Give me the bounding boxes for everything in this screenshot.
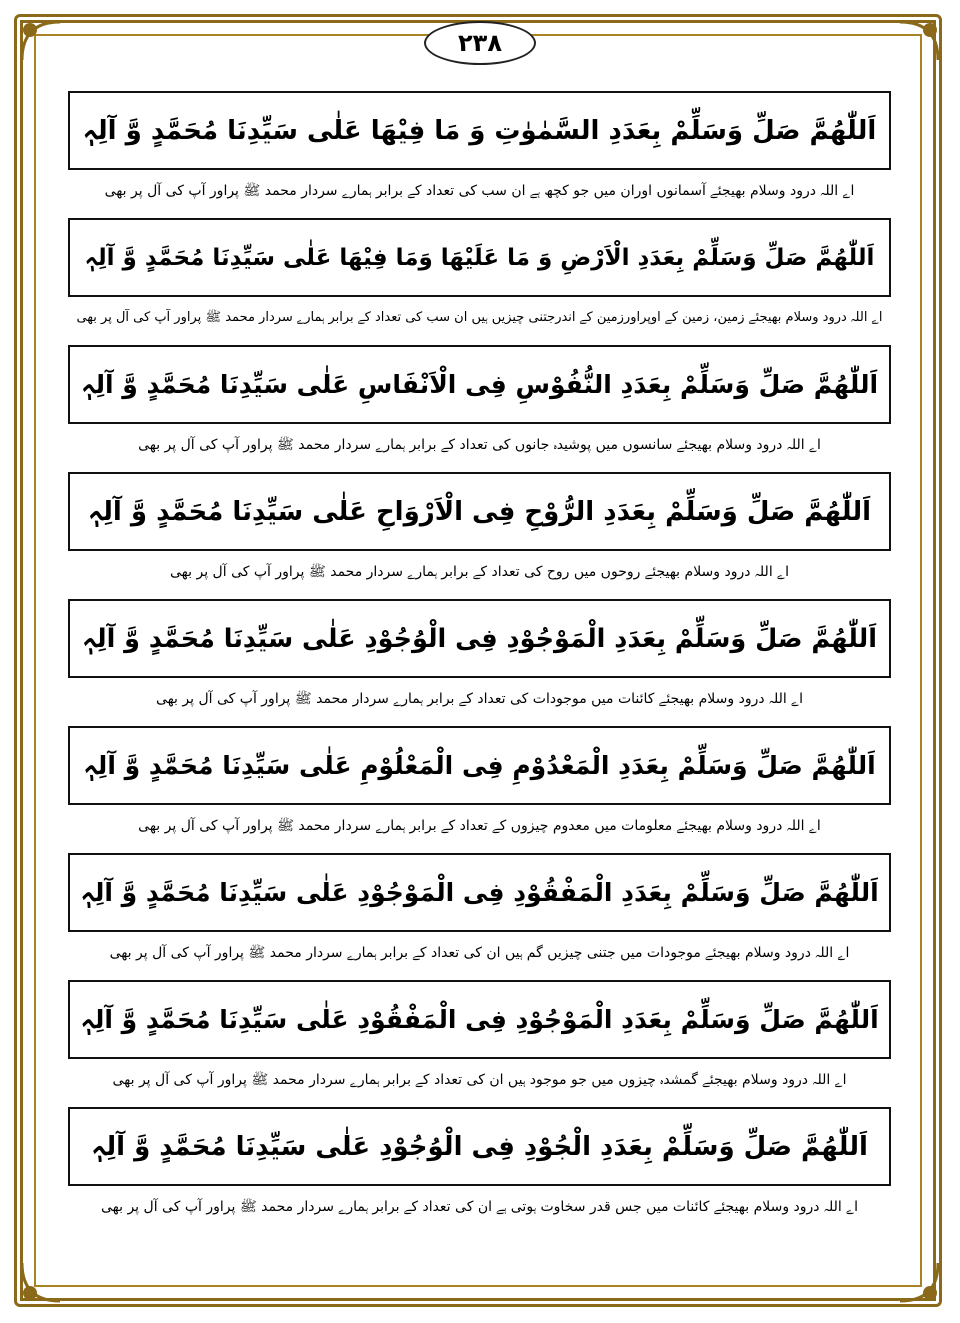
urdu-translation: اے اللہ درود وسلام بھیجئے موجودات میں جتنی چیزیں گم ہیں ان کی تعداد کے برابر ہمارے سردار محمد ﷺ پراور آپ کی آل پر بھی bbox=[109, 945, 850, 961]
urdu-translation: اے اللہ درود وسلام بھیجئے کائنات میں موجودات کی تعداد کے برابر ہمارے سردار محمد ﷺ پراور آپ کی آل پر بھی bbox=[155, 691, 804, 707]
durood-section bbox=[68, 472, 891, 587]
arabic-verse: اَللّٰھُمَّ صَلِّ وَسَلِّمْ بِعَدَدِ الْمَفْقُوْدِ فِی الْمَوْجُوْدِ عَلٰی سَیِّدِنَا مُحَمَّدٍ وَّ آلِہٖ bbox=[68, 853, 891, 932]
arabic-verse: اَللّٰھُمَّ صَلِّ وَسَلِّمْ بِعَدَدِ الرُّوْحِ فِی الْاَرْوَاحِ عَلٰی سَیِّدِنَا مُحَمَّدٍ وَّ آلِہٖ bbox=[68, 472, 891, 551]
arabic-verse: اَللّٰھُمَّ صَلِّ وَسَلِّمْ بِعَدَدِ النُّفُوْسِ فِی الْاَنْفَاسِ عَلٰی سَیِّدِنَا مُحَمَّدٍ وَّ آلِہٖ bbox=[68, 345, 891, 424]
durood-section bbox=[68, 345, 891, 460]
durood-section bbox=[68, 980, 891, 1095]
page-number: ۲۳۸ bbox=[424, 21, 536, 65]
urdu-translation: اے اللہ درود وسلام بھیجئے سانسوں میں پوشیدہ جانوں کی تعداد کے برابر ہمارے سردار محمد ﷺ پراور آپ کی آل پر بھی bbox=[138, 437, 821, 453]
urdu-translation: اے اللہ درود وسلام بھیجئے زمین، زمین کے اوپراورزمین کے اندرجتنی چیزیں ہیں ان سب کی تعداد کے برابر ہمارے سردار محمد ﷺ پراور آپ کی آل پر بھی bbox=[76, 310, 883, 325]
durood-section bbox=[68, 1107, 891, 1222]
durood-section bbox=[68, 91, 891, 206]
urdu-translation: اے اللہ درود وسلام بھیجئے کائنات میں جس قدر سخاوت ہوتی ہے ان کی تعداد کے برابر ہمارے سردار محمد ﷺ پراور آپ کی آل پر بھی bbox=[100, 1199, 859, 1215]
durood-section bbox=[68, 599, 891, 714]
urdu-translation: اے اللہ درود وسلام بھیجئے گمشدہ چیزوں میں جو موجود ہیں ان کی تعداد کے برابر ہمارے سردار محمد ﷺ پراور آپ کی آل پر بھی bbox=[112, 1072, 847, 1088]
durood-section bbox=[68, 218, 891, 333]
arabic-verse: اَللّٰھُمَّ صَلِّ وَسَلِّمْ بِعَدَدِ الْاَرْضِ وَ مَا عَلَیْھَا وَمَا فِیْھَا عَلٰی سَیِّدِنَا مُحَمَّدٍ وَّ آلِہٖ bbox=[68, 218, 891, 297]
arabic-verse: اَللّٰھُمَّ صَلِّ وَسَلِّمْ بِعَدَدِ الْمَوْجُوْدِ فِی الْمَفْقُوْدِ عَلٰی سَیِّدِنَا مُحَمَّدٍ وَّ آلِہٖ bbox=[68, 980, 891, 1059]
durood-section bbox=[68, 853, 891, 968]
arabic-verse: اَللّٰھُمَّ صَلِّ وَسَلِّمْ بِعَدَدِ الْجُوْدِ فِی الْوُجُوْدِ عَلٰی سَیِّدِنَا مُحَمَّدٍ وَّ آلِہٖ bbox=[68, 1107, 891, 1186]
arabic-verse: اَللّٰھُمَّ صَلِّ وَسَلِّمْ بِعَدَدِ الْمَوْجُوْدِ فِی الْوُجُوْدِ عَلٰی سَیِّدِنَا مُحَمَّدٍ وَّ آلِہٖ bbox=[68, 599, 891, 678]
urdu-translation: اے اللہ درود وسلام بھیجئے معلومات میں معدوم چیزوں کے تعداد کے برابر ہمارے سردار محمد ﷺ پراور آپ کی آل پر بھی bbox=[138, 818, 821, 834]
urdu-translation: اے اللہ درود وسلام بھیجئے آسمانوں اوران میں جو کچھ ہے ان سب کی تعداد کے برابر ہمارے سردار محمد ﷺ پراور آپ کی آل پر بھی bbox=[104, 183, 855, 199]
urdu-translation: اے اللہ درود وسلام بھیجئے روحوں میں روح کی تعداد کے برابر ہمارے سردار محمد ﷺ پراور آپ کی آل پر بھی bbox=[170, 564, 789, 580]
arabic-verse: اَللّٰھُمَّ صَلِّ وَسَلِّمْ بِعَدَدِ السَّمٰوٰتِ وَ مَا فِیْھَا عَلٰی سَیِّدِنَا مُحَمَّدٍ وَّ آلِہٖ bbox=[68, 91, 891, 170]
arabic-verse: اَللّٰھُمَّ صَلِّ وَسَلِّمْ بِعَدَدِ الْمَعْدُوْمِ فِی الْمَعْلُوْمِ عَلٰی سَیِّدِنَا مُحَمَّدٍ وَّ آلِہٖ bbox=[68, 726, 891, 805]
durood-section bbox=[68, 726, 891, 841]
